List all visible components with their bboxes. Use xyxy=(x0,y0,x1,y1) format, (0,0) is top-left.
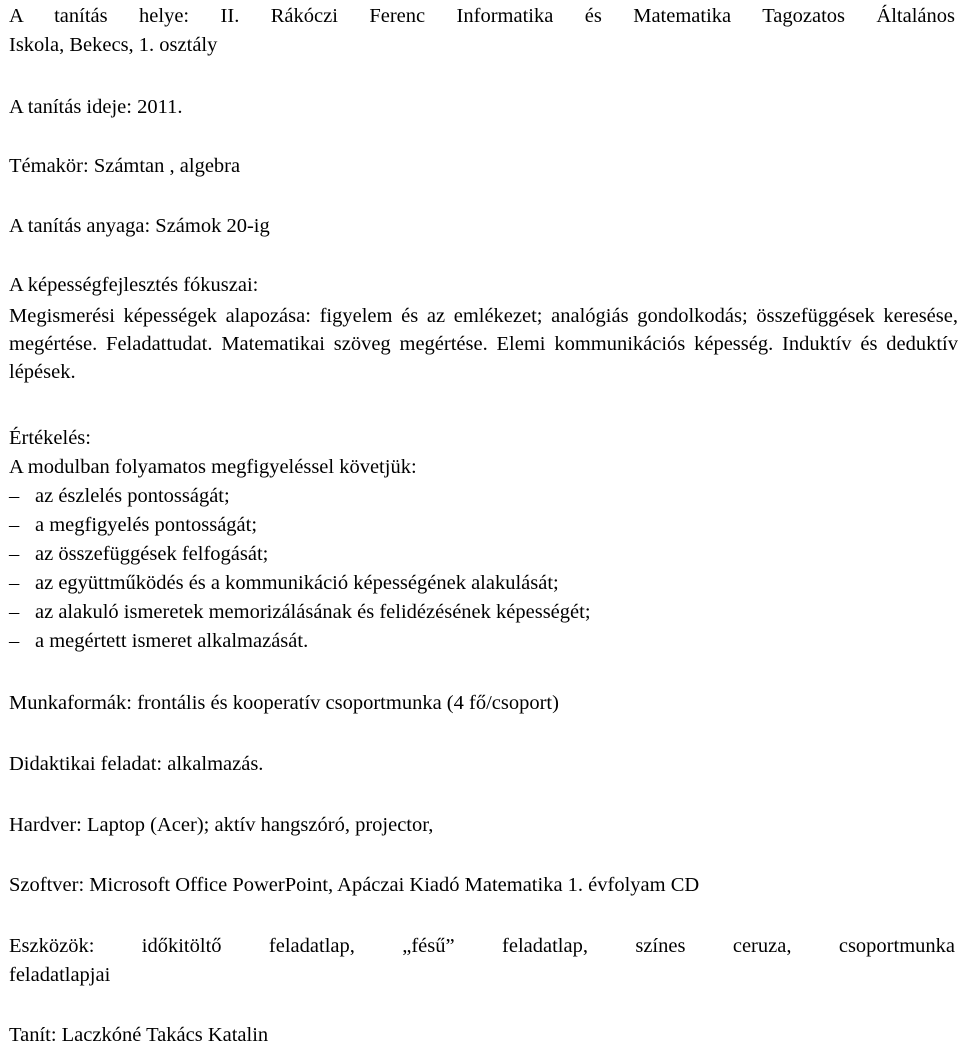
hardware: Hardver: Laptop (Acer); aktív hangszóró, projector, xyxy=(9,814,434,836)
evaluation-intro: A modulban folyamatos megfigyeléssel követjük: xyxy=(9,456,417,478)
teaching-material: A tanítás anyaga: Számok 20-ig xyxy=(9,215,270,237)
skills-heading: A képességfejlesztés fókuszai: xyxy=(9,274,259,296)
dash-bullet: – xyxy=(9,485,20,507)
dash-bullet: – xyxy=(9,630,20,652)
evaluation-item-text: a megfigyelés pontosságát; xyxy=(35,514,258,536)
tools-line-2: feladatlapjai xyxy=(9,964,111,986)
skills-text: Megismerési képességek alapozása: figyelem és az emlékezet; analógiás gondolkodás; összefüggések keresése, megértése. Feladattudat. Matematikai szöveg megértése. Elemi kommunikációs képesség. Induktív és deduktív lépések. xyxy=(9,305,958,383)
evaluation-item xyxy=(9,627,955,655)
dash-bullet: – xyxy=(9,572,20,594)
evaluation-item-text: az észlelés pontosságát; xyxy=(35,485,230,507)
evaluation-item-text: az összefüggések felfogását; xyxy=(35,543,269,565)
teacher: Tanít: Laczkóné Takács Katalin xyxy=(9,1024,269,1046)
teaching-time: A tanítás ideje: 2011. xyxy=(9,96,183,118)
evaluation-item-text: a megértett ismeret alkalmazását. xyxy=(35,630,309,652)
evaluation-item-text: az együttműködés és a kommunikáció képességének alakulását; xyxy=(35,572,559,594)
didactic-task: Didaktikai feladat: alkalmazás. xyxy=(9,753,264,775)
software: Szoftver: Microsoft Office PowerPoint, Apáczai Kiadó Matematika 1. évfolyam CD xyxy=(9,874,700,896)
evaluation-heading: Értékelés: xyxy=(9,427,91,449)
evaluation-item xyxy=(9,569,955,597)
location-line-1: A tanítás helye: II. Rákóczi Ferenc Informatika és Matematika Tagozatos Általános xyxy=(9,5,955,27)
evaluation-item xyxy=(9,482,955,510)
dash-bullet: – xyxy=(9,514,20,536)
topic: Témakör: Számtan , algebra xyxy=(9,155,241,177)
dash-bullet: – xyxy=(9,543,20,565)
dash-bullet: – xyxy=(9,601,20,623)
evaluation-item xyxy=(9,511,955,539)
tools-line-1: Eszközök: időkitöltő feladatlap, „fésű” feladatlap, színes ceruza, csoportmunka xyxy=(9,935,955,957)
evaluation-item xyxy=(9,540,955,568)
evaluation-item xyxy=(9,598,955,626)
location-line-2: Iskola, Bekecs, 1. osztály xyxy=(9,34,218,56)
evaluation-item-text: az alakuló ismeretek memorizálásának és felidézésének képességét; xyxy=(35,601,591,623)
work-forms: Munkaformák: frontális és kooperatív csoportmunka (4 fő/csoport) xyxy=(9,692,559,714)
